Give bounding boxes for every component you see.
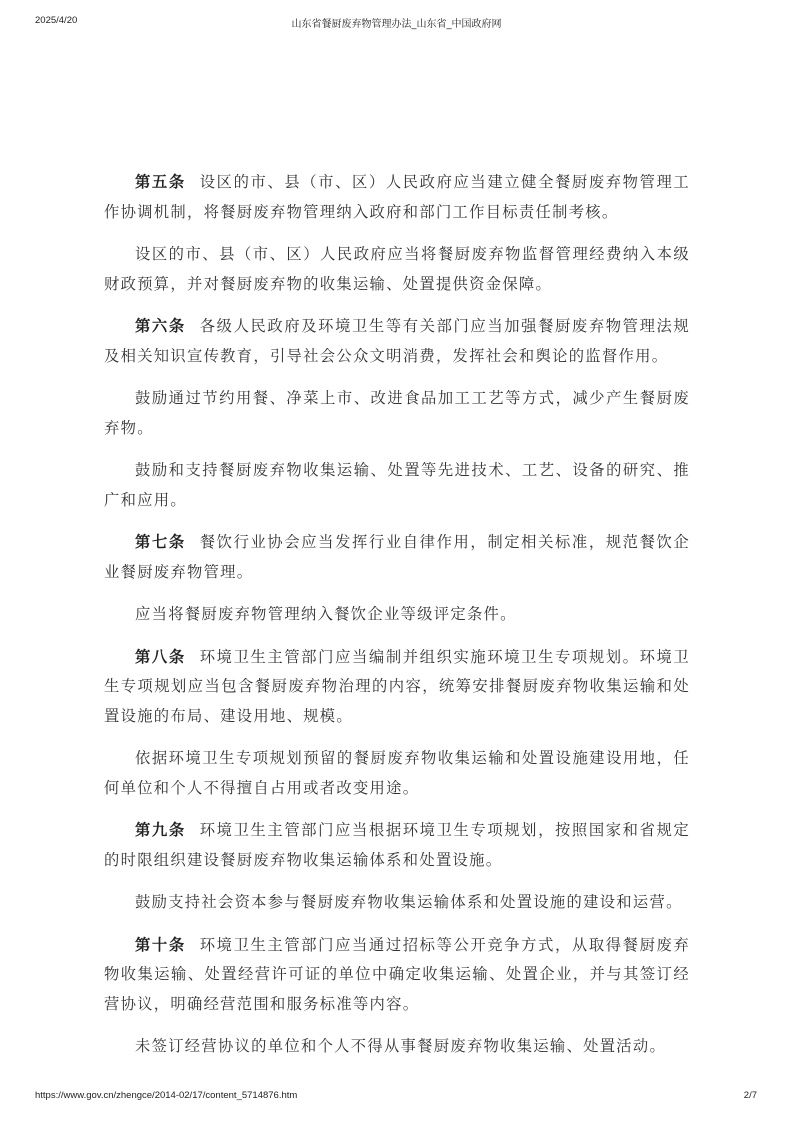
source-url: https://www.gov.cn/zhengce/2014-02/17/content_5714876.htm bbox=[35, 1090, 298, 1101]
article-number: 第七条 bbox=[135, 533, 186, 551]
paragraph bbox=[104, 888, 690, 918]
paragraph-text: 依据环境卫生专项规划预留的餐厨废弃物收集运输和处置设施建设用地，任何单位和个人不得擅自占用或者改变用途。 bbox=[104, 749, 690, 797]
paragraph-text: 鼓励和支持餐厨废弃物收集运输、处置等先进技术、工艺、设备的研究、推广和应用。 bbox=[104, 461, 690, 509]
paragraph-text: 环境卫生主管部门应当通过招标等公开竞争方式，从取得餐厨废弃物收集运输、处置经营许可证的单位中确定收集运输、处置企业，并与其签订经营协议，明确经营范围和服务标准等内容。 bbox=[104, 935, 690, 1013]
paragraph-text: 设区的市、县（市、区）人民政府应当将餐厨废弃物监督管理经费纳入本级财政预算，并对餐厨废弃物的收集运输、处置提供资金保障。 bbox=[104, 245, 690, 293]
paragraph-text: 未签订经营协议的单位和个人不得从事餐厨废弃物收集运输、处置活动。 bbox=[135, 1037, 667, 1055]
article-number: 第九条 bbox=[135, 821, 186, 839]
paragraph-text: 鼓励支持社会资本参与餐厨废弃物收集运输体系和处置设施的建设和运营。 bbox=[135, 893, 683, 911]
paragraph-text: 各级人民政府及环境卫生等有关部门应当加强餐厨废弃物管理法规及相关知识宣传教育，引导社会公众文明消费，发挥社会和舆论的监督作用。 bbox=[104, 317, 690, 365]
paragraph-text: 设区的市、县（市、区）人民政府应当建立健全餐厨废弃物管理工作协调机制，将餐厨废弃物管理纳入政府和部门工作目标责任制考核。 bbox=[104, 173, 690, 221]
paragraph bbox=[104, 744, 690, 803]
paragraph bbox=[104, 1032, 690, 1062]
paragraph bbox=[104, 528, 690, 587]
paragraph-text: 鼓励通过节约用餐、净菜上市、改进食品加工工艺等方式，减少产生餐厨废弃物。 bbox=[104, 389, 690, 437]
page-title: 山东省餐厨废弃物管理办法_山东省_中国政府网 bbox=[291, 19, 502, 30]
paragraph bbox=[104, 312, 690, 371]
page-number: 2/7 bbox=[743, 1090, 757, 1101]
article-number: 第六条 bbox=[135, 317, 186, 335]
paragraph-text: 环境卫生主管部门应当编制并组织实施环境卫生专项规划。环境卫生专项规划应当包含餐厨废弃物治理的内容，统筹安排餐厨废弃物收集运输和处置设施的布局、建设用地、规模。 bbox=[104, 647, 690, 725]
article-number: 第八条 bbox=[135, 647, 186, 666]
article-number: 第五条 bbox=[135, 173, 186, 191]
paragraph bbox=[104, 816, 690, 875]
paragraph-text: 餐饮行业协会应当发挥行业自律作用，制定相关标准，规范餐饮企业餐厨废弃物管理。 bbox=[104, 533, 690, 581]
paragraph bbox=[104, 643, 690, 732]
document-body bbox=[104, 168, 690, 1075]
paragraph-text: 应当将餐厨废弃物管理纳入餐饮企业等级评定条件。 bbox=[135, 605, 517, 623]
paragraph bbox=[104, 168, 690, 227]
paragraph bbox=[104, 384, 690, 443]
paragraph bbox=[104, 456, 690, 515]
paragraph bbox=[104, 240, 690, 299]
article-number: 第十条 bbox=[135, 935, 186, 954]
paragraph bbox=[104, 931, 690, 1020]
paragraph bbox=[104, 600, 690, 630]
paragraph-text: 环境卫生主管部门应当根据环境卫生专项规划，按照国家和省规定的时限组织建设餐厨废弃物收集运输体系和处置设施。 bbox=[104, 821, 690, 869]
print-date: 2025/4/20 bbox=[35, 15, 78, 26]
